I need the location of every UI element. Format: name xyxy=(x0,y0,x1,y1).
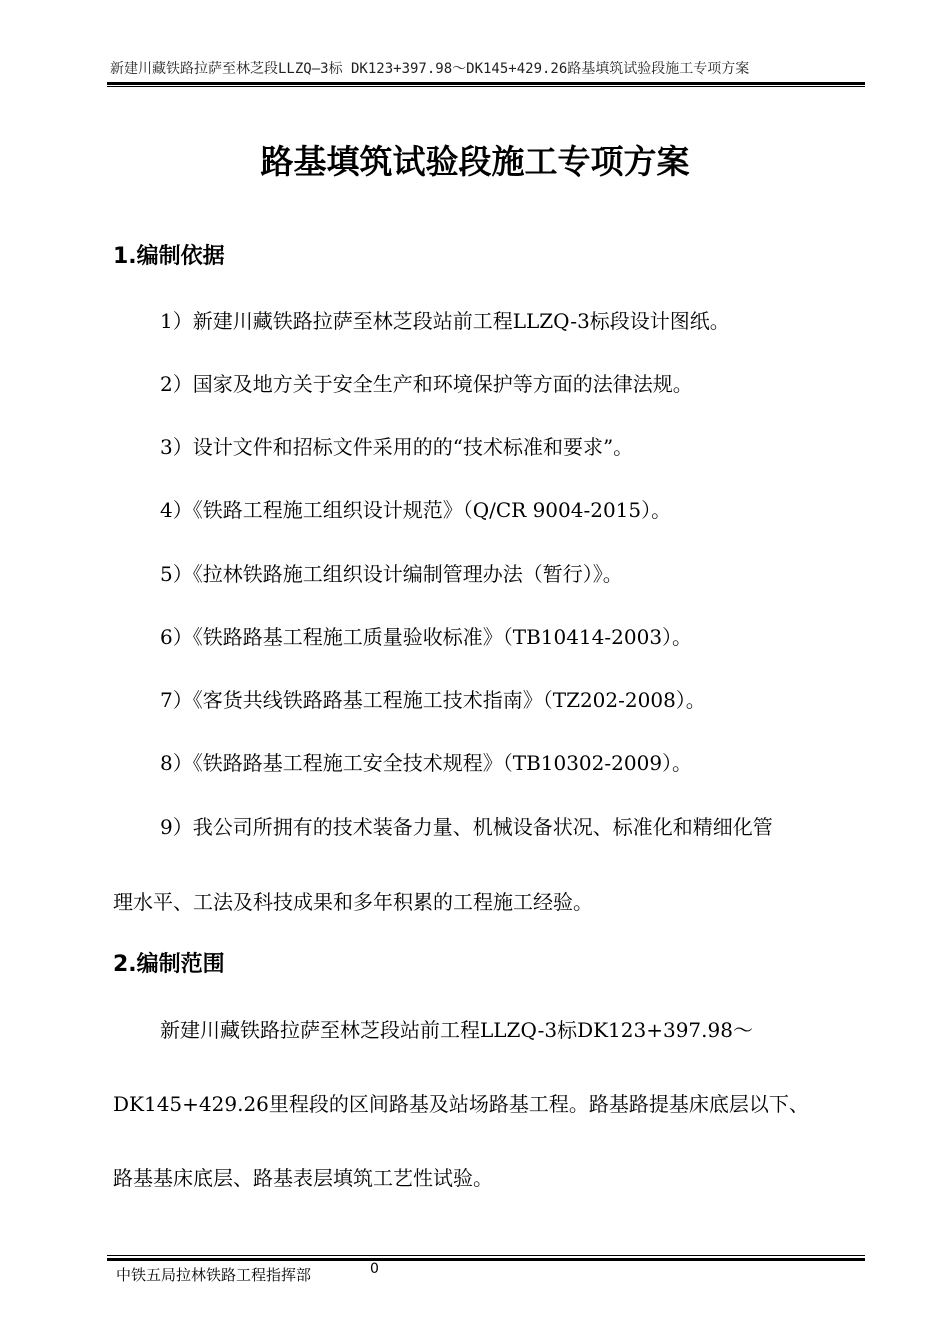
page-footer: 中铁五局拉林铁路工程指挥部 xyxy=(116,1266,312,1284)
list-item: 1）新建川藏铁路拉萨至林芝段站前工程LLZQ-3标段设计图纸。 xyxy=(160,309,730,333)
scope-paragraph-line: 新建川藏铁路拉萨至林芝段站前工程LLZQ-3标DK123+397.98～ xyxy=(160,1018,753,1042)
section-heading-scope: 2.编制范围 xyxy=(113,952,225,977)
list-item: 3）设计文件和招标文件采用的的“技术标准和要求”。 xyxy=(160,435,634,459)
list-item-continuation: 理水平、工法及科技成果和多年积累的工程施工经验。 xyxy=(113,890,593,914)
list-item: 8）《铁路路基工程施工安全技术规程》（TB10302-2009）。 xyxy=(160,751,693,775)
list-item: 5）《拉林铁路施工组织设计编制管理办法（暂行）》。 xyxy=(160,562,623,586)
footer-rule-thick xyxy=(107,1258,865,1261)
header-rule-thin xyxy=(107,86,865,87)
page-header: 新建川藏铁路拉萨至林芝段LLZQ—3标 DK123+397.98～DK145+429.26路基填筑试验段施工专项方案 xyxy=(110,61,750,77)
section-heading-basis: 1.编制依据 xyxy=(113,244,225,269)
list-item: 4）《铁路工程施工组织设计规范》（Q/CR 9004-2015）。 xyxy=(160,498,672,522)
footer-rule-thin xyxy=(107,1255,865,1256)
list-item: 7）《客货共线铁路路基工程施工技术指南》（TZ202-2008）。 xyxy=(160,688,706,712)
scope-paragraph-line: DK145+429.26里程段的区间路基及站场路基工程。路基路提基床底层以下、 xyxy=(113,1092,809,1116)
list-item: 6）《铁路路基工程施工质量验收标准》（TB10414-2003）。 xyxy=(160,625,693,649)
list-item: 2）国家及地方关于安全生产和环境保护等方面的法律法规。 xyxy=(160,372,693,396)
header-rule-thick xyxy=(107,82,865,85)
list-item: 9）我公司所拥有的技术装备力量、机械设备状况、标准化和精细化管 xyxy=(160,815,773,839)
page-number: 0 xyxy=(370,1261,379,1277)
document-title: 路基填筑试验段施工专项方案 xyxy=(260,142,690,181)
scope-paragraph-line: 路基基床底层、路基表层填筑工艺性试验。 xyxy=(113,1166,493,1190)
